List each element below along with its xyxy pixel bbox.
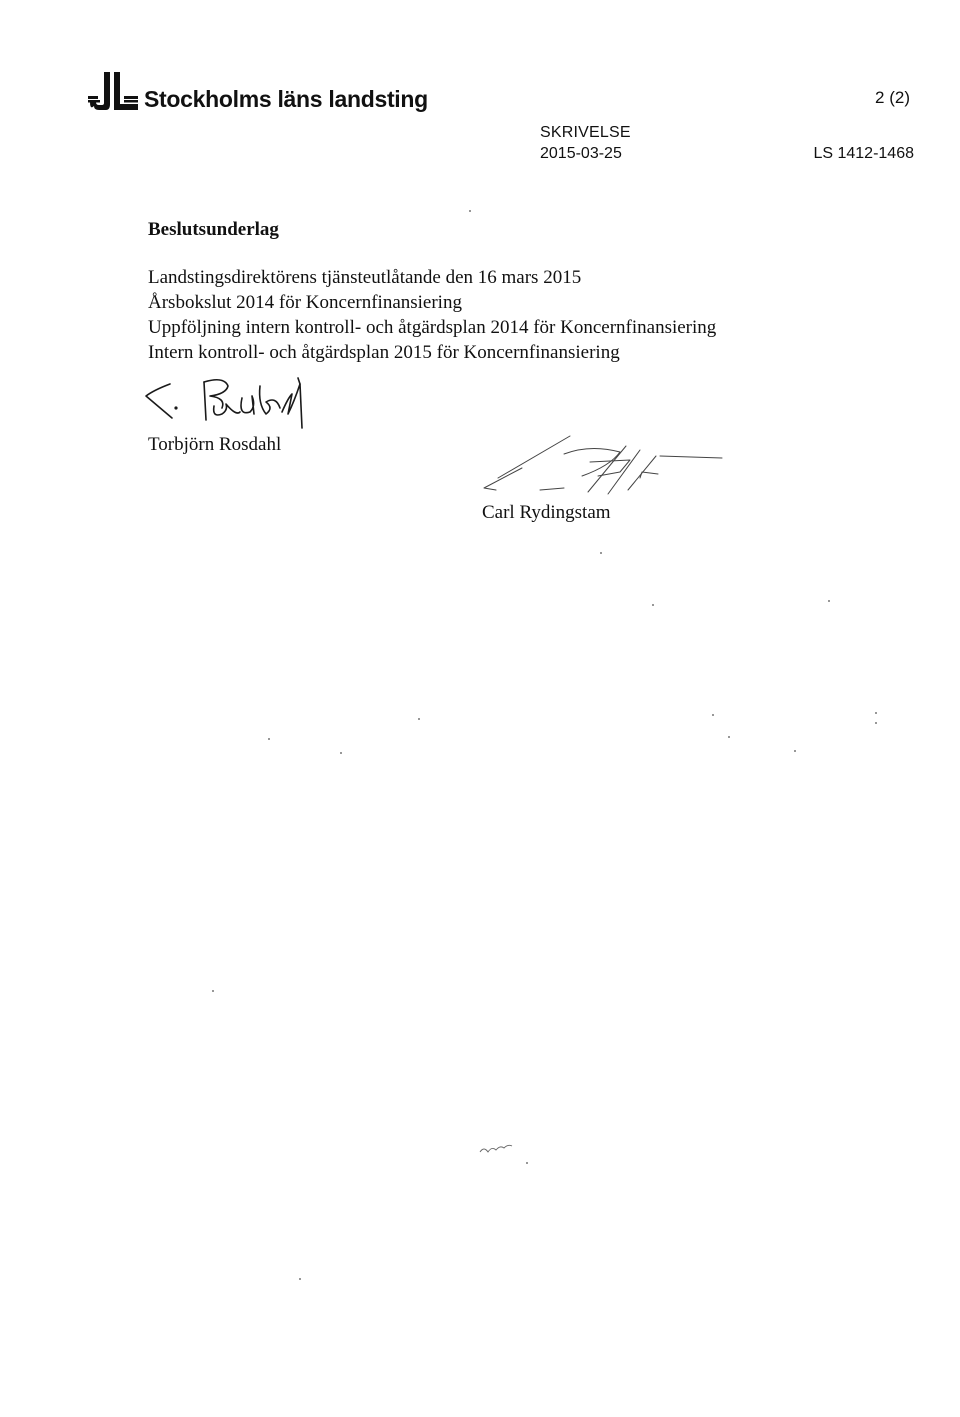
basis-list-item: Intern kontroll- och åtgärdsplan 2015 för Koncernfinansiering — [148, 342, 620, 363]
scan-speck — [600, 552, 602, 554]
signature-torbjorn-rosdahl — [142, 372, 312, 434]
document-type: SKRIVELSE — [540, 124, 631, 141]
scan-speck — [268, 738, 270, 740]
scan-speck — [794, 750, 796, 752]
scan-speck — [652, 604, 654, 606]
scan-speck — [875, 722, 877, 724]
signature-carl-rydingstam — [470, 432, 730, 500]
organization-name: Stockholms läns landsting — [144, 86, 428, 112]
scan-speck — [340, 752, 342, 754]
signatory-name-right: Carl Rydingstam — [482, 502, 611, 523]
signatory-name-left: Torbjörn Rosdahl — [148, 434, 282, 455]
basis-heading: Beslutsunderlag — [148, 219, 279, 240]
scan-mark — [478, 1142, 514, 1156]
scan-speck — [212, 990, 214, 992]
reference-number: LS 1412-1468 — [813, 145, 914, 162]
scan-speck — [728, 736, 730, 738]
document-date: 2015-03-25 — [540, 145, 622, 162]
scan-speck — [875, 712, 877, 714]
basis-list — [148, 265, 716, 365]
basis-list-item: Landstingsdirektörens tjänsteutlåtande den 16 mars 2015 — [148, 267, 582, 288]
basis-list-item: Årsbokslut 2014 för Koncernfinansiering — [148, 292, 462, 313]
scan-speck — [418, 718, 420, 720]
basis-list-item: Uppföljning intern kontroll- och åtgärdsplan 2014 för Koncernfinansiering — [148, 317, 717, 338]
scan-speck — [469, 210, 471, 212]
sll-logo-mark — [88, 70, 140, 112]
scan-speck — [828, 600, 830, 602]
sll-logo — [88, 70, 428, 112]
scan-speck — [526, 1162, 528, 1164]
scan-speck — [712, 714, 714, 716]
scan-speck — [299, 1278, 301, 1280]
page-number: 2 (2) — [875, 88, 910, 107]
